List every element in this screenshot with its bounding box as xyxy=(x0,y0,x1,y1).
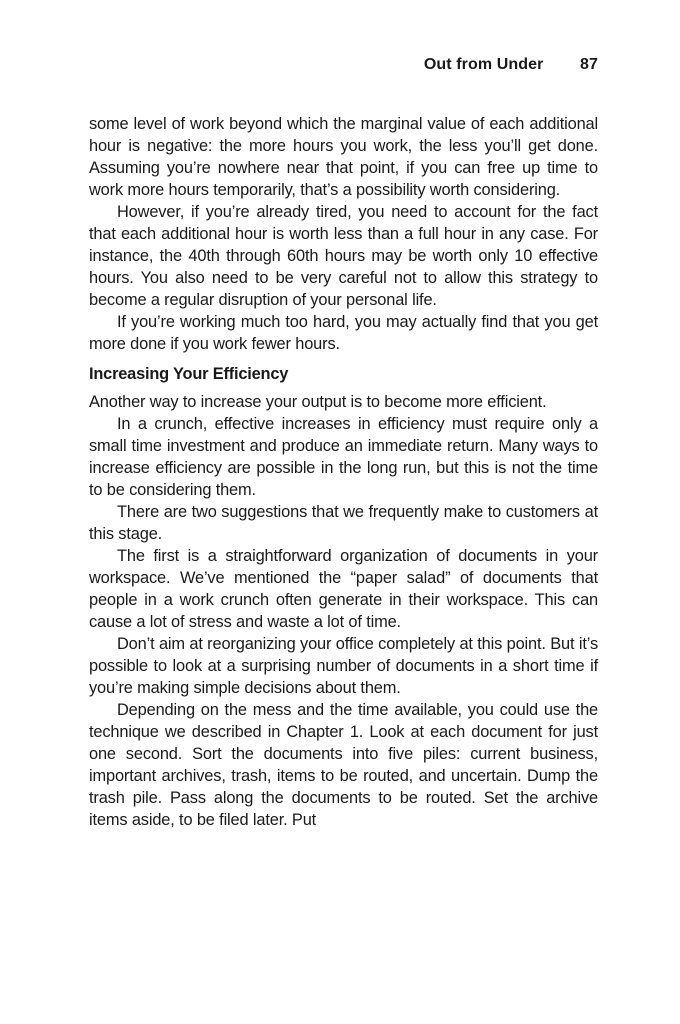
paragraph: However, if you’re already tired, you need to account for the fact that each additional hour is worth less than a full hour in any case. For instance, the 40th through 60th hours may be worth only 10 effective hours. You also need to be very careful not to allow this strategy to become a regular disruption of your personal life. xyxy=(89,203,598,309)
running-head xyxy=(424,56,598,74)
paragraph: There are two suggestions that we frequently make to customers at this stage. xyxy=(89,503,598,543)
chapter-title: Out from Under xyxy=(423,56,544,73)
paragraph-continued: some level of work beyond which the marginal value of each additional hour is negative: the more hours you work, the less you’ll get done. Assuming you’re nowhere near that point, if you can free up time to work more hours temporarily, that’s a possibility worth considering. xyxy=(89,115,598,199)
section-heading: Increasing Your Efficiency xyxy=(89,365,289,383)
paragraph: If you’re working much too hard, you may actually find that you get more done if you work fewer hours. xyxy=(89,313,598,353)
paragraph: In a crunch, effective increases in efficiency must require only a small time investment and produce an immediate return. Many ways to increase efficiency are possible in the long run, but this is not the time to be considering them. xyxy=(89,415,598,499)
paragraph: Another way to increase your output is to become more efficient. xyxy=(89,393,547,411)
page-number: 87 xyxy=(580,56,598,73)
paragraph: The first is a straightforward organization of documents in your workspace. We’ve mentioned the “paper salad” of documents that people in a work crunch often generate in their workspace. This can cause a lot of stress and waste a lot of time. xyxy=(89,547,598,631)
paragraph: Don’t aim at reorganizing your office completely at this point. But it’s possible to look at a surprising number of documents in a short time if you’re making simple decisions about them. xyxy=(89,635,598,697)
page-body xyxy=(89,113,598,831)
paragraph: Depending on the mess and the time available, you could use the technique we described in Chapter 1. Look at each document for just one second. Sort the documents into five piles: current business, important archives, trash, items to be routed, and uncertain. Dump the trash pile. Pass along the documents to be routed. Set the archive items aside, to be filed later. Put xyxy=(89,701,598,829)
